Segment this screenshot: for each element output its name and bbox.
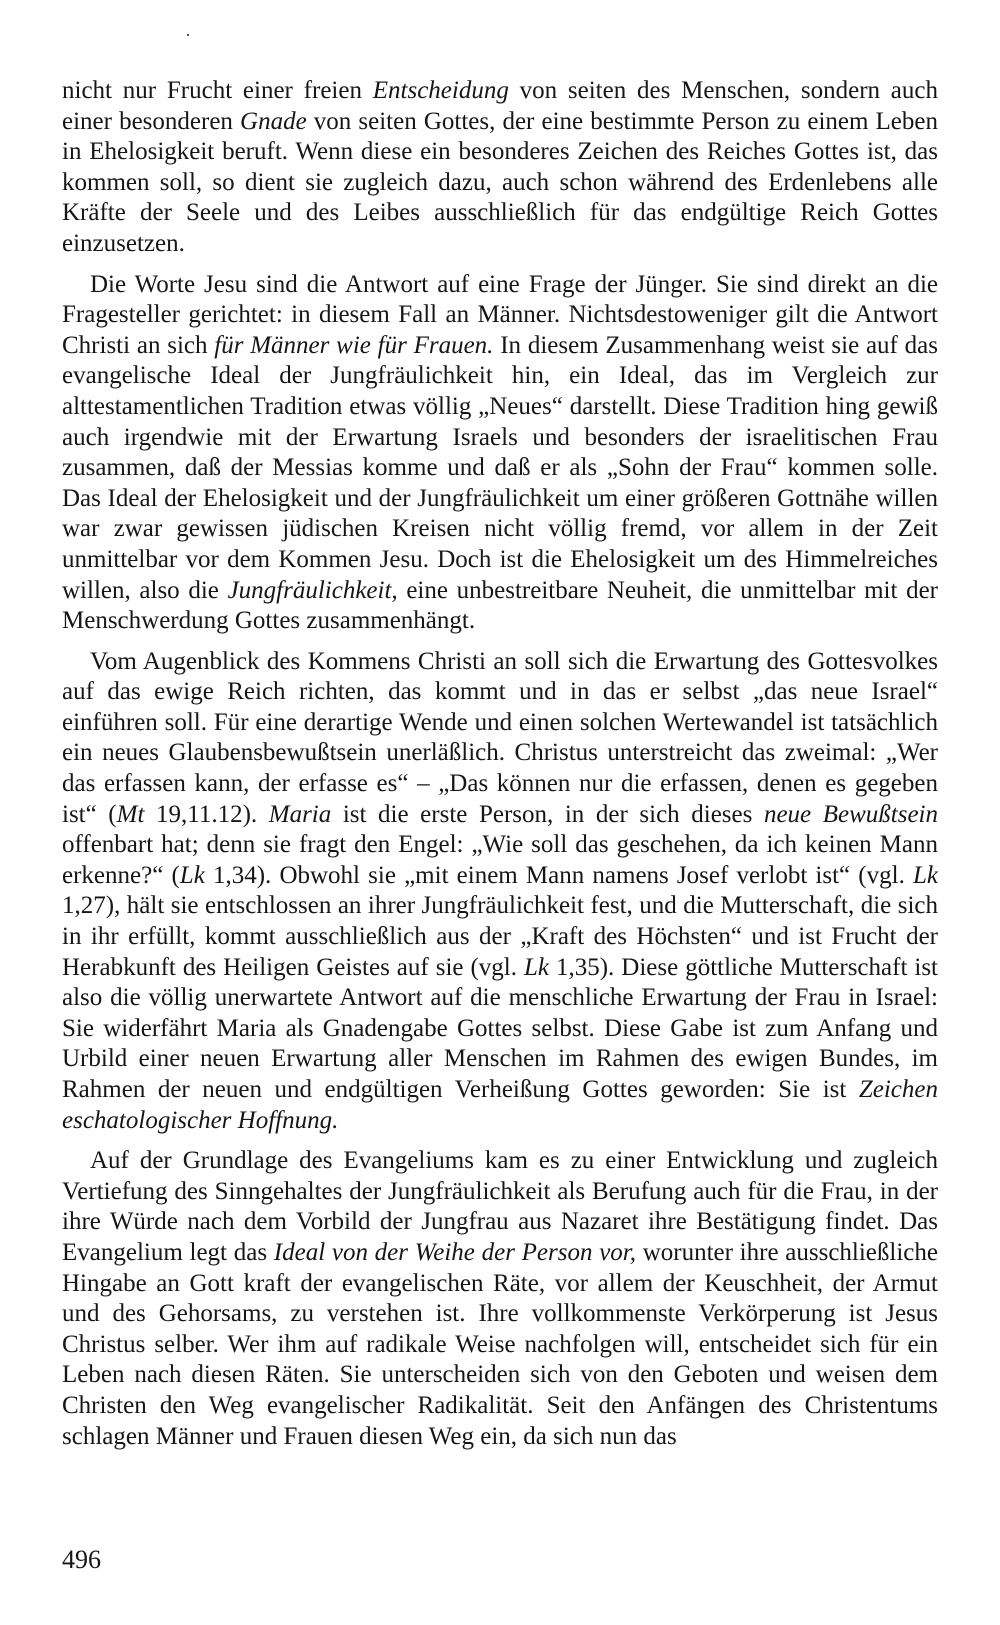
italic-run: Gnade (240, 107, 307, 135)
text-run: 1,35). Diese göttliche Mutterschaft ist also die völlig unerwartete Antwort auf die menschliche Erwartung der Frau in Israel: Sie widerfährt Maria als Gnadengabe Gottes selbst. Diese Gabe ist zum Anfang und Urbild einer neuen Erwartung aller Menschen im Rahmen des ewigen Bundes, im Rahmen der neuen und endgültigen Verheißung Gottes geworden: Sie ist (62, 953, 939, 1103)
text-run: von seiten Gottes, der eine bestimmte Person zu einem Leben in Ehelosigkeit beruft. Wenn diese ein besonderes Zeichen des Reiches Gottes ist, das kommen soll, so dient sie zugleich dazu, auch schon während des Erdenlebens alle Kräfte der Seele und des Leibes ausschließlich für das endgültige Reich Gottes einzusetzen. (62, 107, 938, 257)
scan-speck (187, 34, 189, 36)
italic-run: Lk (913, 861, 938, 889)
italic-run: Mt (116, 800, 145, 828)
text-run: 1,27), hält sie entschlossen an ihrer Jungfräulichkeit fest, und die Mutterschaft, die sich in ihr erfüllt, kommt ausschließlich aus der „Kraft des Höchsten“ und ist Frucht der Herabkunft des Heiligen Geistes auf sie (vgl. (62, 892, 938, 981)
text-run: von seiten des Menschen, sondern auch einer besonderen (62, 77, 939, 135)
italic-run: Lk (179, 861, 205, 889)
text-run: 19,11.12). (144, 800, 269, 828)
paragraph-4 (62, 1146, 938, 1452)
page-body (62, 76, 938, 1462)
text-run: ist die erste Person, in der sich dieses (331, 800, 764, 828)
italic-run: Maria (268, 800, 332, 828)
text-run: Die Worte Jesu sind die Antwort auf eine Frage der Jünger. Sie sind direkt an die Fragesteller gerichtet: in diesem Fall an Männer. Nichtsdestoweniger gilt die Antwort Christi an sich (62, 270, 938, 359)
italic-run: Zeichen eschatologischer Hoffnung. (62, 1076, 938, 1134)
italic-run: Jungfräulichkeit, (227, 576, 398, 604)
paragraph-2 (62, 270, 938, 637)
italic-run: Entscheidung (372, 77, 509, 104)
text-run: eine unbestreitbare Neuheit, die unmittelbar mit der Menschwerdung Gottes zusammenhängt. (62, 576, 938, 635)
text-run: Vom Augenblick des Kommens Christi an soll sich die Erwartung des Gottesvolkes auf das ewige Reich richten, das kommt und in das er selbst „das neue Israel“ einführen soll. Für eine derartige Wende und einen solchen Wertewandel ist tatsächlich ein neues Glaubensbewußtsein unerläßlich. Christus unterstreicht das zweimal: „Wer das erfassen kann, der erfasse es“ – „Das können nur die erfassen, denen es gegeben ist“ ( (62, 647, 938, 828)
italic-run: Ideal von der Weihe der Person vor, (273, 1238, 636, 1266)
text-run: Auf der Grundlage des Evangeliums kam es zu einer Entwicklung und zugleich Vertiefung des Sinngehaltes der Jungfräulichkeit als Berufung auch für die Frau, in der ihre Würde nach dem Vorbild der Jungfrau aus Nazaret ihre Bestätigung findet. Das Evangelium legt das (62, 1147, 938, 1266)
text-run: offenbart hat; denn sie fragt den Engel: „Wie soll das geschehen, da ich keinen Mann erkenne?“ ( (62, 831, 938, 889)
italic-run: für Männer wie für Frauen. (214, 331, 494, 359)
text-run: worunter ihre ausschließliche Hingabe an Gott kraft der evangelischen Räte, vor allem der Keuschheit, der Armut und des Gehorsams, zu verstehen ist. Ihre vollkommenste Verkörperung ist Jesus Christus selber. Wer ihm auf radikale Weise nachfolgen will, entscheidet sich für ein Leben nach diesen Räten. Sie unterscheiden sich von den Geboten und weisen dem Christen den Weg evangelischer Radikalität. Seit den Anfängen des Christentums schlagen Männer und Frauen diesen Weg ein, da sich nun das (62, 1238, 938, 1450)
italic-run: neue Bewußtsein (763, 800, 938, 828)
paragraph-3 (62, 647, 938, 1137)
text-run: In diesem Zusammenhang weist sie auf das evangelische Ideal der Jungfräulichkeit hin, ein Ideal, das im Vergleich zur alttestamentlichen Tradition etwas völlig „Neues“ darstellt. Diese Tradition hing gewiß auch irgendwie mit der Erwartung Israels und besonders der israelitischen Frau zusammen, daß der Messias komme und daß er als „Sohn der Frau“ kommen solle. Das Ideal der Ehelosigkeit und der Jungfräulichkeit um einer größeren Gottnähe willen war zwar gewissen jüdischen Kreisen nicht völlig fremd, vor allem in der Zeit unmittelbar vor dem Kommen Jesu. Doch ist die Ehelosigkeit um des Himmelreiches willen, also die (62, 331, 938, 604)
page-number: 496 (62, 1545, 101, 1574)
text-run: 1,34). Obwohl sie „mit einem Mann namens Josef verlobt ist“ (vgl. (204, 861, 913, 889)
paragraph-1 (62, 76, 938, 260)
text-run: nicht nur Frucht einer freien (62, 77, 373, 104)
italic-run: Lk (523, 953, 549, 981)
